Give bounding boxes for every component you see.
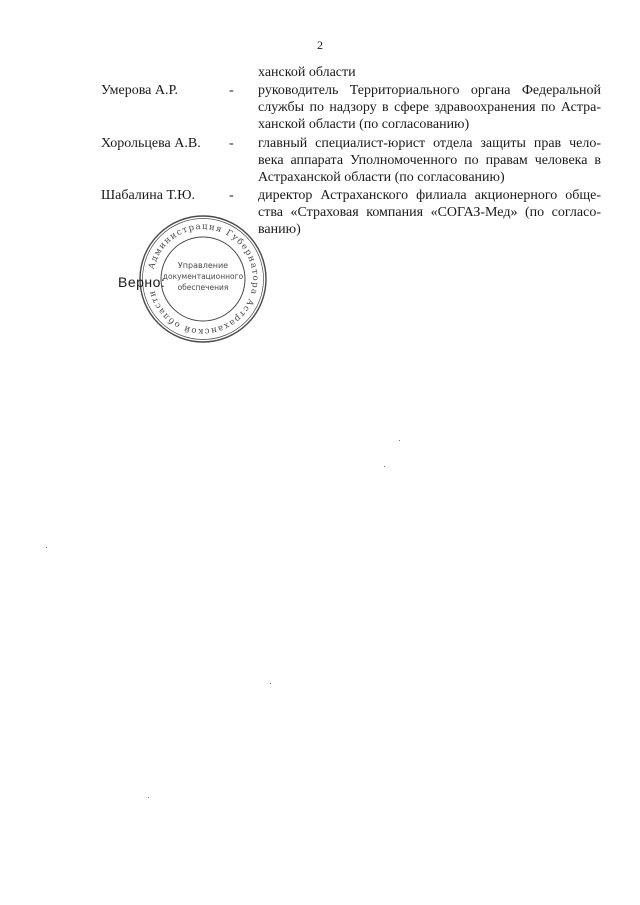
member-description-line: директор Астраханского филиала акционерного обще- bbox=[258, 188, 601, 203]
member-description-line: руководитель Территориального органа Федеральной bbox=[258, 83, 601, 98]
member-description-line: службы по надзору в сфере здравоохранения по Астра- bbox=[258, 100, 601, 115]
member-description-line: ства «Страховая компания «СОГАЗ-Мед» (по согласо- bbox=[258, 205, 601, 220]
seal-center-line-2: документационного bbox=[162, 272, 244, 281]
seal-ring-text: Администрация Губернатора Астраханской области bbox=[146, 221, 261, 337]
scan-speck bbox=[46, 547, 47, 548]
member-description-line: ванию) bbox=[258, 222, 301, 237]
scan-speck bbox=[399, 440, 400, 441]
member-dash: - bbox=[229, 136, 234, 151]
member-name: Шабалина Т.Ю. bbox=[101, 188, 196, 203]
member-name: Умерова А.Р. bbox=[101, 83, 179, 98]
member-description-line: века аппарата Уполномоченного по правам человека в bbox=[258, 153, 601, 168]
seal-center-line-1: Управление bbox=[177, 261, 229, 270]
member-description-line: Астраханской области (по согласованию) bbox=[258, 170, 505, 185]
scan-speck bbox=[148, 797, 149, 798]
scan-speck bbox=[270, 683, 271, 684]
page-number: 2 bbox=[317, 38, 323, 52]
member-description-line: ханской области (по согласованию) bbox=[258, 117, 470, 132]
scan-speck bbox=[384, 466, 385, 467]
member-name: Хорольцева А.В. bbox=[101, 136, 201, 151]
continuation-line: ханской области bbox=[258, 65, 356, 80]
member-dash: - bbox=[229, 83, 234, 98]
member-description-line: главный специалист-юрист отдела защиты прав чело- bbox=[258, 136, 601, 151]
certification-label: Верно: bbox=[118, 274, 166, 290]
member-dash: - bbox=[229, 188, 234, 203]
seal-center-line-3: обеспечения bbox=[177, 283, 229, 292]
